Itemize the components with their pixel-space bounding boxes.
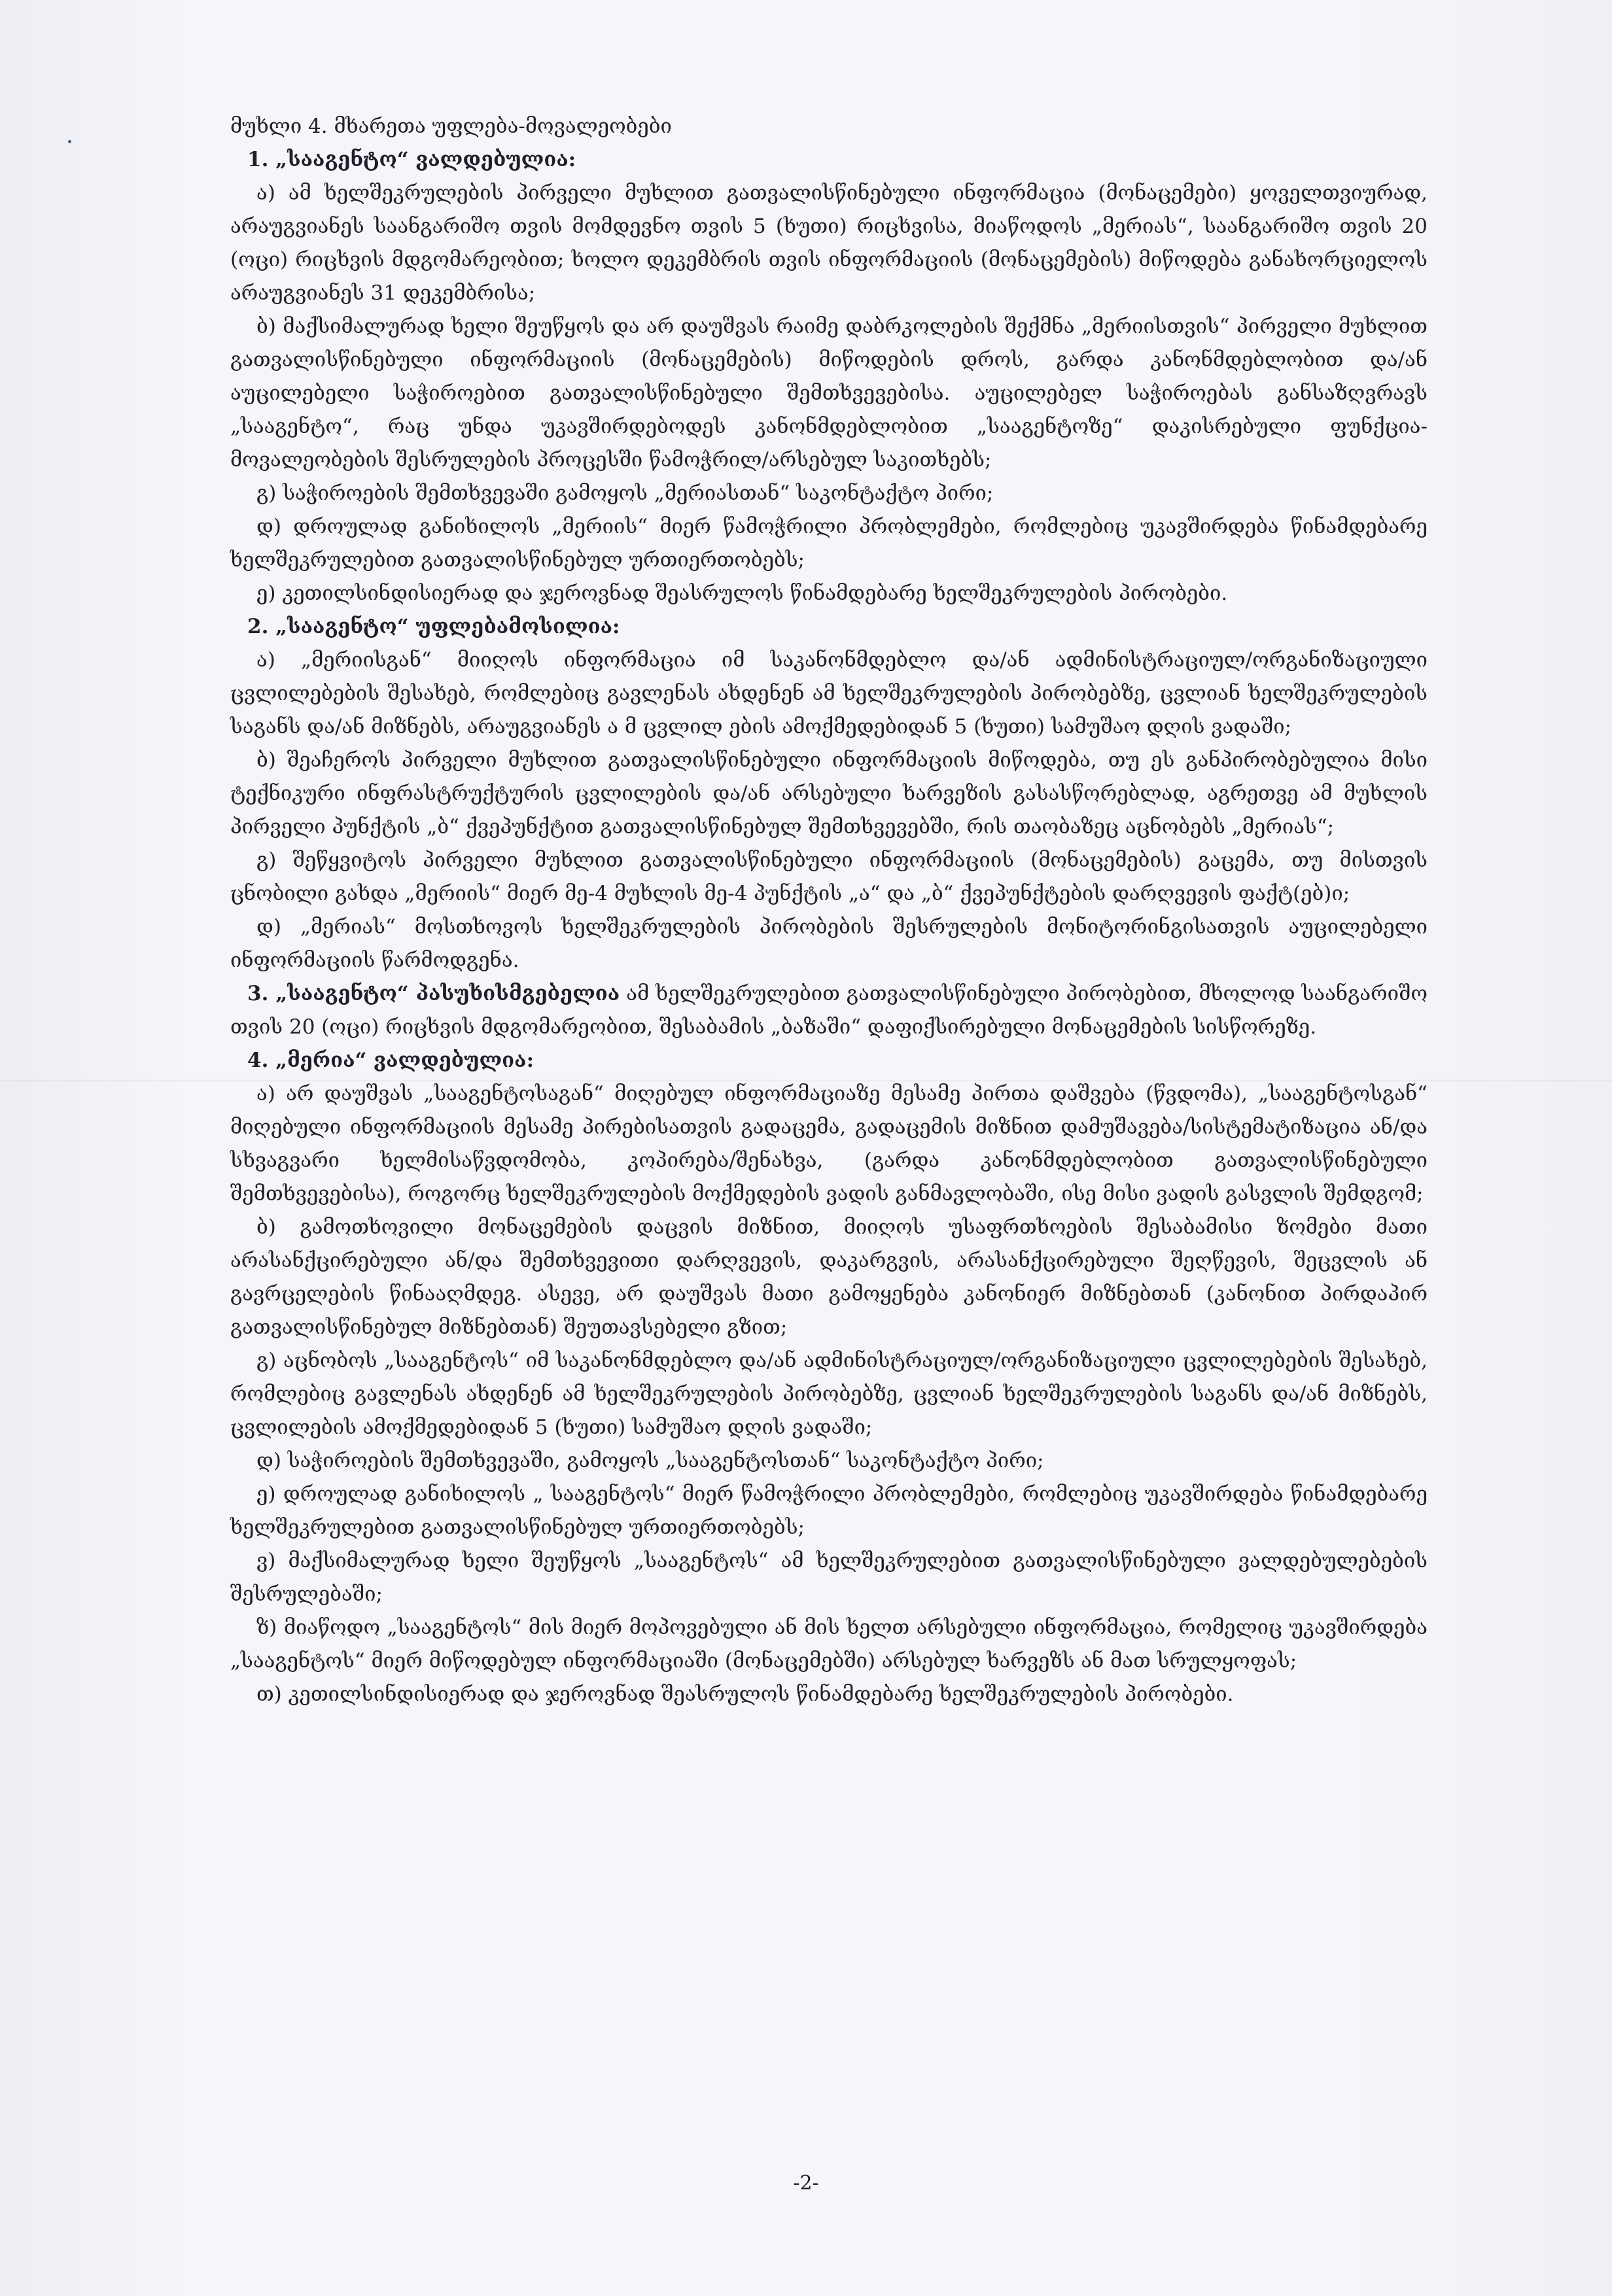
- section-4-item-v: ვ) მაქსიმალურად ხელი შეუწყოს „სააგენტოს“ ამ ხელშეკრულებით გათვალისწინებული ვალდებულებების შესრულებაში;: [230, 1549, 1428, 1606]
- section-2-item-g: გ) შეწყვიტოს პირველი მუხლით გათვალისწინებული ინფორმაციის (მონაცემების) გაცემა, თუ მისთვის ცნობილი გახდა „მერიის“ მიერ მე-4 მუხლის მე-4 პუნქტის „ა“ და „ბ“ ქვეპუნქტების დარღვევის ფაქტ(ებ)ი;: [230, 848, 1428, 905]
- section-4-item-d: დ) საჭიროების შემთხვევაში, გამოყოს „სააგენტოსთან“ საკონტაქტო პირი;: [256, 1449, 1044, 1472]
- section-4-heading: 4. „მერია“ ვალდებულია:: [247, 1049, 534, 1072]
- section-4-item-b: ბ) გამოთხოვილი მონაცემების დაცვის მიზნით, მიიღოს უსაფრთხოების შესაბამისი ზომები მათი არასანქცირებული ან/და შემთხვევითი დარღვევის, დაკარგვის, არასანქცირებული შეღწევის, შეცვლის ან გავრცელების წინააღმდეგ. ასევე, არ დაუშვას მათი გამოყენება კანონიერ მიზნებთან (კანონით პირდაპირ გათვალისწინებულ მიზნებთან) შეუთავსებელი გზით;: [230, 1215, 1428, 1339]
- section-4-item-e: ე) დროულად განიხილოს „ სააგენტოს“ მიერ წამოჭრილი პრობლემები, რომლებიც უკავშირდება წინამდებარე ხელშეკრულებით გათვალისწინებულ ურთიერთობებს;: [230, 1482, 1428, 1539]
- section-3-paragraph: [230, 977, 1428, 1044]
- section-4-item-g: გ) აცნობოს „სააგენტოს“ იმ საკანონმდებლო და/ან ადმინისტრაციულ/ორგანიზაციული ცვლილებების შესახებ, რომლებიც გავლენას ახდენენ ამ ხელშეკრულების პირობებზე, ცვლიან ხელშეკრულების საგანს და/ან მიზნებს, ცვლილების ამოქმედებიდან 5 (ხუთი) სამუშაო დღის ვადაში;: [230, 1349, 1428, 1439]
- page-number: -2-: [793, 2172, 819, 2195]
- section-1-heading: 1. „სააგენტო“ ვალდებულია:: [247, 148, 576, 171]
- section-1-item-a: ა) ამ ხელშეკრულების პირველი მუხლით გათვალისწინებული ინფორმაცია (მონაცემები) ყოველთვიურად, არაუგვიანეს საანგარიშო თვის მომდევნო თვის 5 (ხუთი) რიცხვისა, მიაწოდოს „მერიას“, საანგარიშო თვის 20 (ოცი) რიცხვის მდგომარეობით; ხოლო დეკემბრის თვის ინფორმაციის (მონაცემების) მიწოდება განახორციელოს არაუგვიანეს 31 დეკემბრისა;: [230, 181, 1428, 305]
- section-2-heading: 2. „სააგენტო“ უფლებამოსილია:: [247, 615, 620, 638]
- section-2-item-b: ბ) შეაჩეროს პირველი მუხლით გათვალისწინებული ინფორმაციის მიწოდება, თუ ეს განპირობებულია მისი ტექნიკური ინფრასტრუქტურის ცვლილების და/ან არსებული ხარვეზის გასასწორებლად, აგრეთვე ამ მუხლის პირველი პუნქტის „ბ“ ქვეპუნქტით გათვალისწინებულ შემთხვევებში, რის თაობაზეც აცნობებს „მერიას“;: [230, 748, 1428, 839]
- section-4-item-a: ა) არ დაუშვას „სააგენტოსაგან“ მიღებულ ინფორმაციაზე მესამე პირთა დაშვება (წვდომა), „სააგენტოსგან“ მიღებული ინფორმაციის მესამე პირებისათვის გადაცემა, გადაცემის მიზნით დამუშავება/სისტემატიზაცია ან/და სხვაგვარი ხელმისაწვდომობა, კოპირება/შენახვა, (გარდა კანონმდებლობით გათვალისწინებული შემთხვევებისა), როგორც ხელშეკრულების მოქმედების ვადის განმავლობაში, ისე მისი ვადის გასვლის შემდგომ;: [230, 1082, 1428, 1206]
- section-1-item-b: ბ) მაქსიმალურად ხელი შეუწყოს და არ დაუშვას რაიმე დაბრკოლების შექმნა „მერიისთვის“ პირველი მუხლით გათვალისწინებული ინფორმაციის (მონაცემების) მიწოდების დროს, გარდა კანონმდებლობით და/ან აუცილებელი საჭიროებით გათვალისწინებული შემთხვევებისა. აუცილებელ საჭიროებას განსაზღვრავს „სააგენტო“, რაც უნდა უკავშირდებოდეს კანონმდებლობით „სააგენტოზე“ დაკისრებული ფუნქცია-მოვალეობების შესრულების პროცესში წამოჭრილ/არსებულ საკითხებს;: [230, 315, 1428, 472]
- section-4-item-t: თ) კეთილსინდისიერად და ჯეროვნად შეასრულოს წინამდებარე ხელშეკრულების პირობები.: [256, 1682, 1234, 1706]
- section-3-text: ამ ხელშეკრულებით გათვალისწინებული პირობებით, მხოლოდ საანგარიშო თვის 20 (ოცი) რიცხვის მდგომარეობით, შესაბამის „ბაზაში“ დაფიქსირებული მონაცემების სისწორეზე.: [230, 982, 1428, 1039]
- section-2-item-d: დ) „მერიას“ მოსთხოვოს ხელშეკრულების პირობების შესრულების მონიტორინგისათვის აუცილებელი ინფორმაციის წარმოდგენა.: [230, 915, 1428, 972]
- article-title: მუხლი 4. მხარეთა უფლება-მოვალეობები: [230, 114, 672, 138]
- section-4-item-z: ზ) მიაწოდო „სააგენტოს“ მის მიერ მოპოვებული ან მის ხელთ არსებული ინფორმაცია, რომელიც უკავშირდება „სააგენტოს“ მიერ მიწოდებულ ინფორმაციაში (მონაცემებში) არსებულ ხარვეზს ან მათ სრულყოფას;: [230, 1616, 1428, 1673]
- section-1-item-g: გ) საჭიროების შემთხვევაში გამოყოს „მერიასთან“ საკონტაქტო პირი;: [256, 481, 994, 505]
- document-body: [230, 110, 1428, 1711]
- section-3-heading: 3. „სააგენტო“ პასუხისმგებელია: [247, 982, 620, 1005]
- section-1-item-e: ე) კეთილსინდისიერად და ჯეროვნად შეასრულოს წინამდებარე ხელშეკრულების პირობები.: [256, 582, 1228, 605]
- scan-speck: [68, 140, 71, 143]
- section-1-item-d: დ) დროულად განიხილოს „მერიის“ მიერ წამოჭრილი პრობლემები, რომლებიც უკავშირდება წინამდებარე ხელშეკრულებით გათვალისწინებულ ურთიერთობებს;: [230, 515, 1428, 572]
- section-2-item-a: ა) „მერიისგან“ მიიღოს ინფორმაცია იმ საკანონმდებლო და/ან ადმინისტრაციულ/ორგანიზაციული ცვლილებების შესახებ, რომლებიც გავლენას ახდენენ ამ ხელშეკრულების პირობებზე, ცვლიან ხელშეკრულების საგანს და/ან მიზნებს, არაუგვიანეს ა მ ცვლილ ების ამოქმედებიდან 5 (ხუთი) სამუშაო დღის ვადაში;: [230, 648, 1428, 739]
